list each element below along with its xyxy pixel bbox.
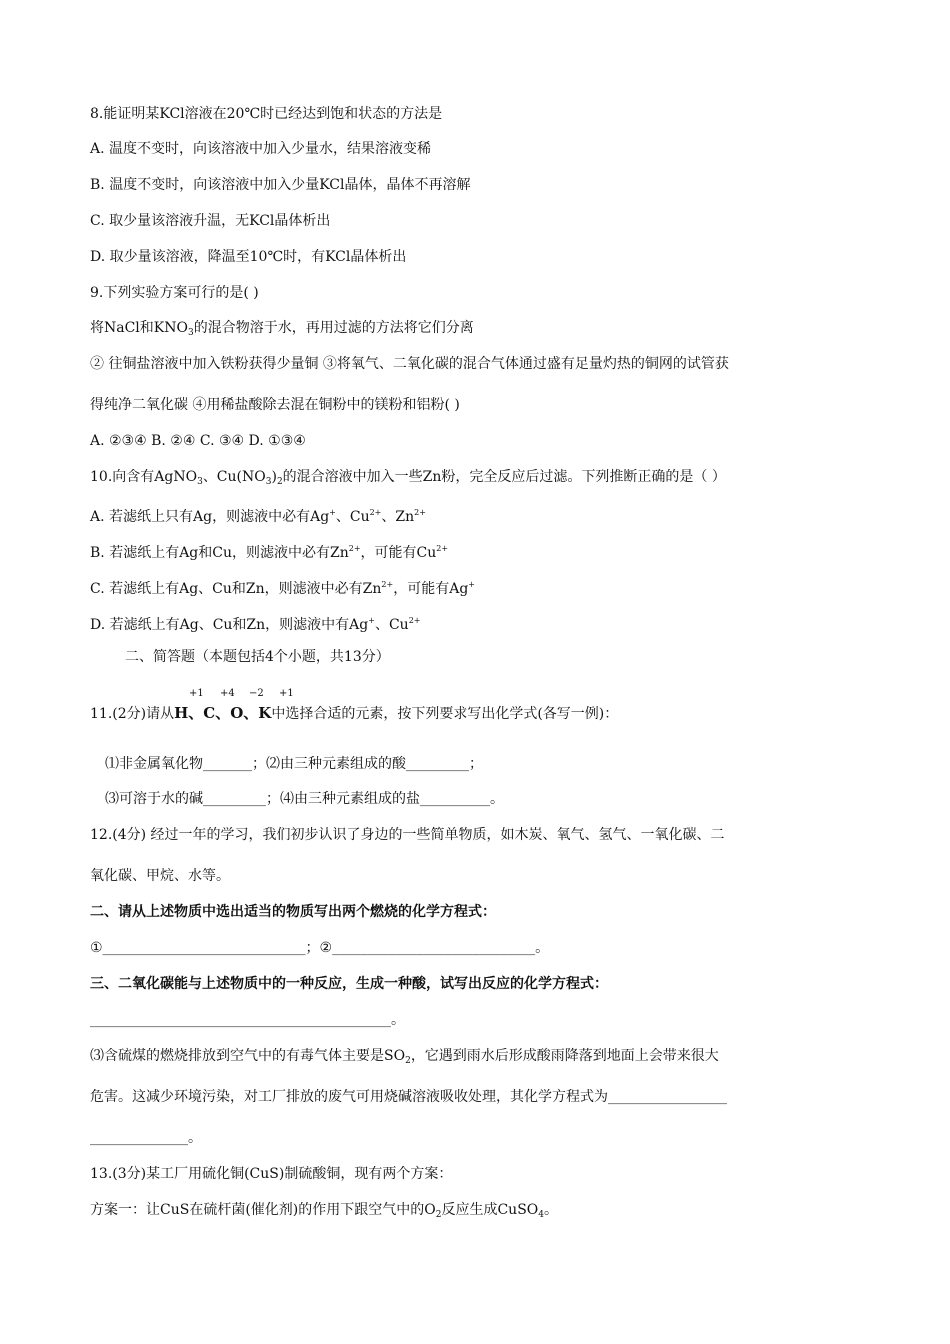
q8-option-a: A. 温度不变时，向该溶液中加入少量水，结果溶液变稀 xyxy=(90,141,432,157)
q13-stem: 13.(3分)某工厂用硫化铜(CuS)制硫酸铜，现有两个方案： xyxy=(90,1166,453,1182)
q10-stem: 10.向含有AgNO$_3$、$Cu(NO_3)_2$的混合溶液中加入一些Zn粉，完全反应后过滤。下列推断正确的是（ ） xyxy=(90,469,726,487)
valence-o: −2 xyxy=(249,688,264,699)
q10-option-b: B. 若滤纸上有Ag和Cu，则滤液中必有$Zn^{2+}$，可能有$Cu^{2+}$ xyxy=(90,544,449,561)
q10-option-c: C. 若滤纸上有Ag、Cu和Zn，则滤液中必有$Zn^{2+}$，可能有Ag+ xyxy=(90,580,475,597)
q9-item-4: 得纯净二氧化碳 ④用稀盐酸除去混在铜粉中的镁粉和铝粉( ) xyxy=(90,397,460,413)
q8-stem: 8.能证明某KCl溶液在20℃时已经达到饱和状态的方法是 xyxy=(90,106,443,122)
q12-part-4-blank: ______________。 xyxy=(90,1130,202,1146)
q8-option-b: B. 温度不变时，向该溶液中加入少量KCl晶体，晶体不再溶解 xyxy=(90,177,471,193)
q12-part-4: ⑶含硫煤的燃烧排放到空气中的有毒气体主要是$SO_2$，它遇到雨水后形成酸雨降落到地面上会带来很大 xyxy=(90,1048,719,1066)
q11-stem: 11.(2分)请从H、C、O、K中选择合适的元素，按下列要求写出化学式(各写一例)： xyxy=(90,704,619,722)
q12-part-4-cont: 危害。这减少环境污染，对工厂排放的废气可用烧碱溶液吸收处理，其化学方程式为_________________ xyxy=(90,1089,727,1105)
q12-part-3-blank: ___________________________________________。 xyxy=(90,1012,405,1028)
section-2-title: 二、简答题（本题包括4个小题，共13分） xyxy=(125,649,390,665)
valence-k: +1 xyxy=(279,688,294,699)
q12-part-3: 三、二氧化碳能与上述物质中的一种反应，生成一种酸，试写出反应的化学方程式： xyxy=(90,976,608,992)
q11-blanks-3-4: ⑶可溶于水的碱_________；⑷由三种元素组成的盐__________。 xyxy=(105,791,504,807)
valence-c: +4 xyxy=(220,688,235,699)
q8-option-c: C. 取少量该溶液升温，无KCl晶体析出 xyxy=(90,213,331,229)
q10-option-d: D. 若滤纸上有Ag、Cu和Zn，则滤液中有Ag+、$Cu^{2+}$ xyxy=(90,616,421,633)
q13-plan-1: 方案一：让CuS在硫杆菌(催化剂)的作用下跟空气中的$O_2$反应生成CuSO$_4$。 xyxy=(90,1202,558,1220)
q9-options: A. ②③④ B. ②④ C. ③④ D. ①③④ xyxy=(90,433,306,449)
q9-stem: 9.下列实验方案可行的是( ) xyxy=(90,285,259,301)
q8-option-d: D. 取少量该溶液，降温至10℃时，有KCl晶体析出 xyxy=(90,249,407,265)
q12-part-2: 二、请从上述物质中选出适当的物质写出两个燃烧的化学方程式： xyxy=(90,904,496,920)
element-list: H、C、O、K xyxy=(174,704,272,722)
q11-blanks-1-2: ⑴非金属氧化物_______；⑵由三种元素组成的酸_________； xyxy=(105,756,483,772)
q12-stem-cont: 氧化碳、甲烷、水等。 xyxy=(90,868,230,884)
q12-part-2-blanks: ①_____________________________；②_____________________________。 xyxy=(90,940,550,956)
valence-h: +1 xyxy=(189,688,204,699)
q9-item-1: 将NaCl和$KNO_3$的混合物溶于水，再用过滤的方法将它们分离 xyxy=(90,320,474,338)
q9-items-2-3: ② 往铜盐溶液中加入铁粉获得少量铜 ③将氧气、二氧化碳的混合气体通过盛有足量灼热的铜网的试管获 xyxy=(90,356,729,372)
q12-stem: 12.(4分) 经过一年的学习，我们初步认识了身边的一些简单物质，如木炭、氧气、氢气、一氧化碳、二 xyxy=(90,827,725,843)
q10-option-a: A. 若滤纸上只有Ag，则滤液中必有Ag+、$Cu^{2+}$、$Zn^{2+}$ xyxy=(90,508,426,525)
